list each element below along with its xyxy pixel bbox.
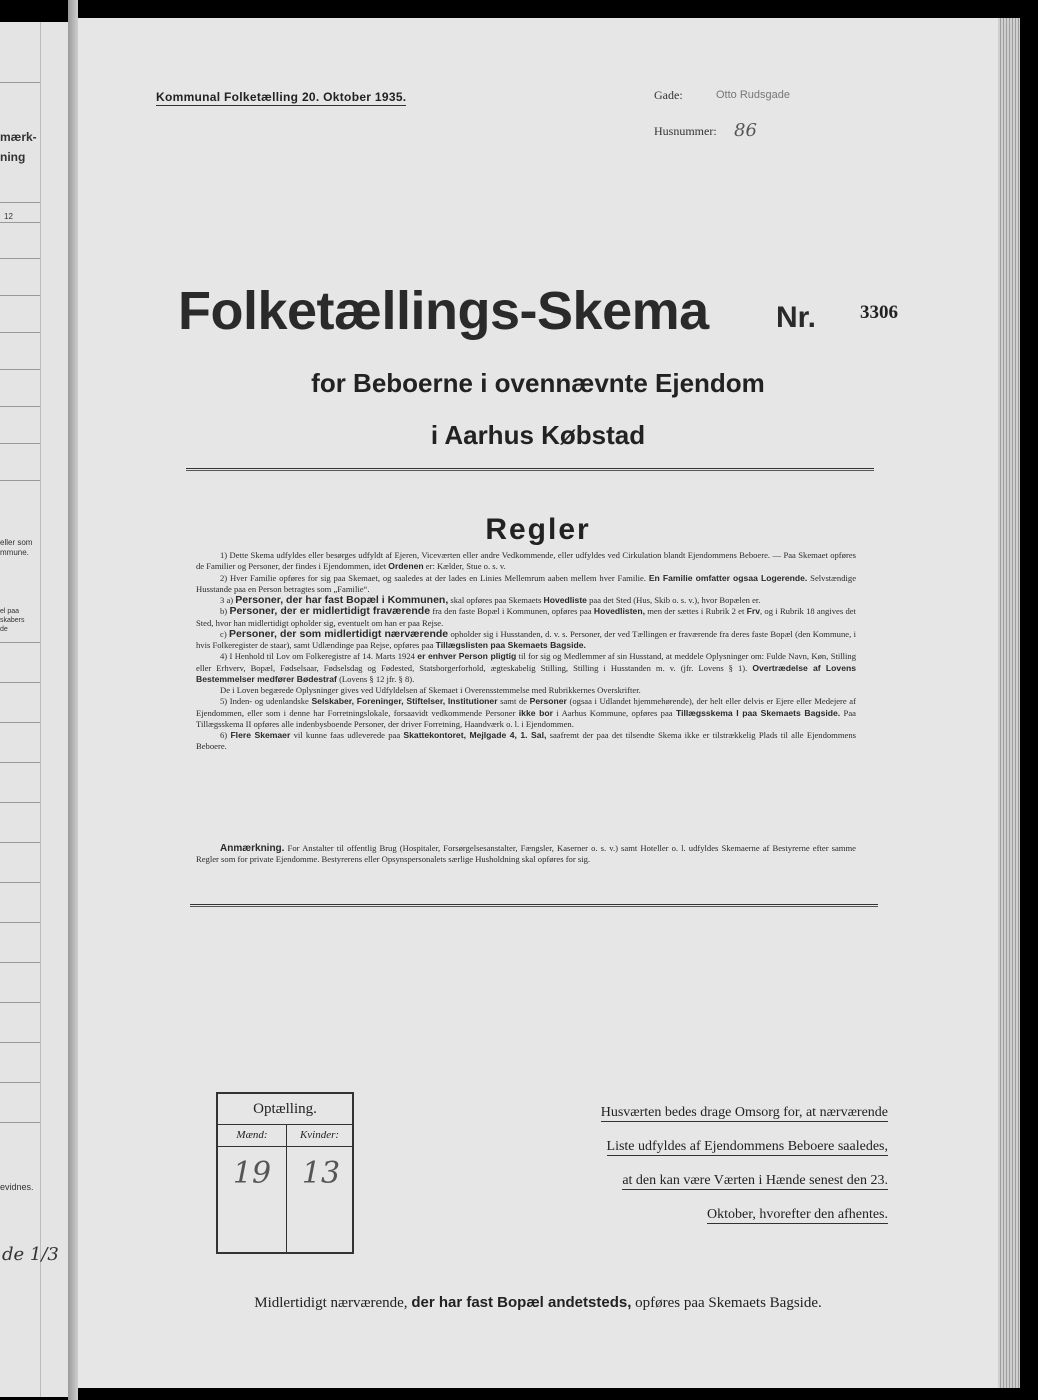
rule-3c: c) Personer, der som midlertidigt nærværende opholder sig i Husstanden, d. v. s. Personer, der ved Tællingen er fraværende fra deres faste Bopæl (den Kommune, i hvis Folkeregister de staar), samt Udlændinge paa Rejse, opføres paa Tillægslisten paa Skemaets Bagside. bbox=[196, 627, 856, 650]
left-page-edge bbox=[0, 22, 68, 1397]
rule-1: 1) Dette Skema udfyldes eller besørges udfyldt af Ejeren, Viceværten eller andre Vedkommende, eller udfyldes ved Cirkulation blandt Ejendommens Beboere. — Paa Skemaet opføres de Familier og Personer, der findes i Ejendommen, idet Ordenen er: Kælder, Stue o. s. v. bbox=[196, 550, 856, 572]
left-fragment: el paa bbox=[0, 608, 20, 615]
rule-6: 6) Flere Skemaer vil kunne faas udleverede paa Skattekontoret, Mejlgade 4, 1. Sal, saafremt der paa det tilsendte Skema ikke er tilstrækkelig Plads til alle Ejendommens Beboere. bbox=[196, 730, 856, 752]
footer-note: Midlertidigt nærværende, der har fast Bopæl andetsteds, opføres paa Skemaets Bagside. bbox=[254, 1294, 822, 1311]
note-text: For Anstalter til offentlig Brug (Hospitaler, Forsørgelsesanstalter, Fængsler, Kaserner o. s. v.) samt Hoteller o. l. udfyldes Skemaerne af Bestyrerne efter samme Regler som for private Ejendomme. Bestyrerens eller Opsynspersonalets særlige Husholdning skal opføres for sig. bbox=[196, 843, 856, 865]
notice-line: Liste udfyldes af Ejendommens Beboere saaledes, bbox=[606, 1139, 888, 1154]
landlord-notice bbox=[508, 1096, 888, 1232]
notice-line: Oktober, hvorefter den afhentes. bbox=[707, 1207, 888, 1222]
tally-title: Optælling. bbox=[218, 1094, 352, 1125]
street-label: Gade: bbox=[654, 88, 683, 102]
divider bbox=[190, 904, 878, 907]
rule-5: 5) Inden- og udenlandske Selskaber, Foreninger, Stiftelser, Institutioner samt de Personer (ogsaa i Udlandet hjemmehørende), der helt eller delvis er Ejere eller Medejere af Ejendommen, eller som i denne har Forretningslokale, forsaavidt vedkommende Personer ikke bor i Aarhus Kommune, opføres paa Tillægsskema I paa Skemaets Bagside. Paa Tillægsskema II opføres alle indenbysboende Personer, der driver Forretning, Haandværk o. l. i Ejendommen. bbox=[196, 696, 856, 729]
left-fragment: de bbox=[0, 626, 8, 633]
left-page-column-line bbox=[40, 22, 41, 1397]
census-form-page bbox=[78, 18, 998, 1388]
divider bbox=[186, 468, 874, 471]
form-number: 3306 bbox=[860, 302, 898, 323]
rule-2: 2) Hver Familie opføres for sig paa Skemaet, og saaledes at der lades en Linies Mellemrum aaben mellem hver Familie. En Familie omfatter ogsaa Logerende. Selvstændige Husstande paa en Person betragtes som „Familie“. bbox=[196, 572, 857, 594]
left-fragment: eller som bbox=[0, 538, 33, 547]
left-fragment: evidnes. bbox=[0, 1182, 34, 1192]
notice-line: at den kan være Værten i Hænde senest den 23. bbox=[622, 1173, 888, 1188]
house-number-label: Husnummer: bbox=[654, 124, 717, 138]
tally-women-label: Kvinder: bbox=[287, 1124, 352, 1147]
page-stack-edge bbox=[998, 18, 1020, 1388]
note-block bbox=[196, 843, 856, 866]
book-gutter bbox=[68, 0, 78, 1400]
rules-heading: Regler bbox=[485, 513, 591, 546]
tally-men-label: Mænd: bbox=[218, 1124, 287, 1147]
left-fragment: ning bbox=[0, 150, 26, 164]
tally-box bbox=[216, 1092, 354, 1254]
left-fragment: 12 bbox=[4, 212, 13, 221]
notice-line: Husværten bedes drage Omsorg for, at nærværende bbox=[600, 1105, 888, 1120]
left-handwriting: de 1/3 bbox=[2, 1244, 59, 1265]
left-fragment: mmune. bbox=[0, 548, 29, 557]
rules-body bbox=[196, 550, 856, 753]
house-number-value: 86 bbox=[734, 120, 757, 141]
tally-men-value: 19 bbox=[232, 1156, 272, 1191]
census-header: Kommunal Folketælling 20. Oktober 1935. bbox=[156, 90, 407, 104]
form-number-label: Nr. bbox=[776, 301, 817, 334]
form-subtitle: for Beboerne i ovennævnte Ejendom bbox=[311, 368, 765, 398]
form-title: Folketællings-Skema bbox=[178, 281, 709, 341]
street-value: Otto Rudsgade bbox=[716, 89, 790, 101]
rule-3b: b) Personer, der er midlertidigt fraværende fra den faste Bopæl i Kommunen, opføres paa Hovedlisten, men der sættes i Rubrik 2 et Frv, og i Rubrik 18 angives det Sted, hvor han midlertidigt opholder sig, eventuelt om han er paa Rejse. bbox=[196, 605, 856, 628]
tally-women-value: 13 bbox=[301, 1156, 341, 1191]
form-location: i Aarhus Købstad bbox=[430, 420, 646, 450]
rule-4: 4) I Henhold til Lov om Folkeregistre af 14. Marts 1924 er enhver Person pligtig til for sig og Medlemmer af sin Husstand, at meddele Oplysninger om: Fulde Navn, Køn, Stilling eller Erhverv, Bopæl, Fødselsaar, Fødselsdag og Fødested, Statsborgerforhold, ægteskabelig Stilling, Stilling i Husstanden m. v. (jfr. Lovens § 1). Overtrædelse af Lovens Bestemmelser medfører Bødestraf (Lovens § 12 jfr. § 8). bbox=[196, 651, 857, 684]
left-fragment: mærk- bbox=[0, 130, 37, 144]
left-fragment: skabers bbox=[0, 617, 25, 624]
note-label: Anmærkning. bbox=[220, 843, 285, 854]
rule-3a: 3 a) Personer, der har fast Bopæl i Kommunen, skal opføres paa Skemaets Hovedliste paa det Sted (Hus, Skib o. s. v.), hvor Bopælen er. bbox=[220, 594, 761, 606]
rule-4b: De i Loven begærede Oplysninger gives ved Udfyldelsen af Skemaet i Overensstemmelse med Rubrikkernes Overskrifter. bbox=[220, 685, 641, 695]
